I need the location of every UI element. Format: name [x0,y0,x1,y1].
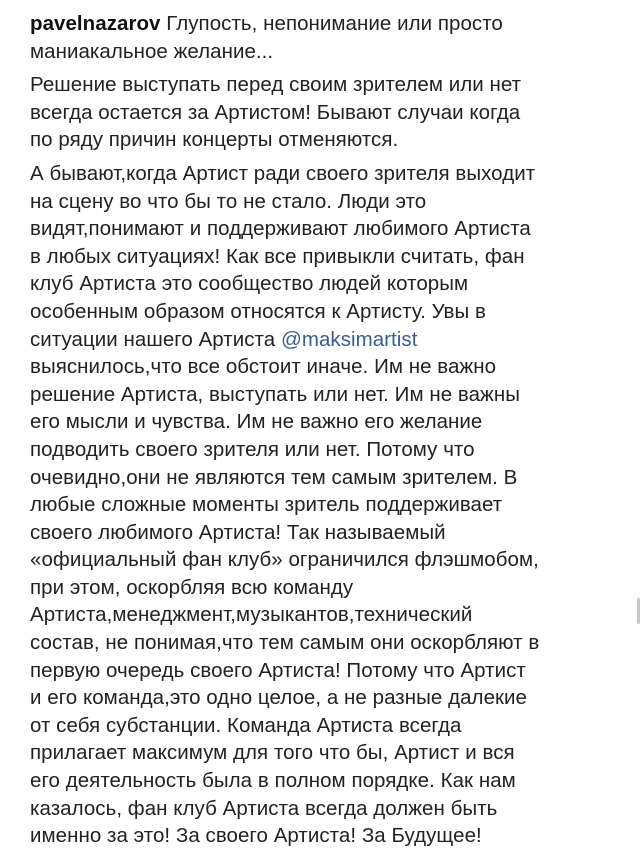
caption-paragraph-1 [30,10,630,65]
caption-line: всегда остается за Артистом! Бывают случаи когда [30,100,521,124]
caption-line: любые сложные моменты зритель поддерживает [30,493,503,517]
caption-line: Артиста,менеджмент,музыкантов,технический [30,603,473,627]
caption-line: казалось, фан клуб Артиста всегда должен быть [30,796,498,820]
caption-line: состав, не понимая,что тем самым они оскорбляют в [30,631,540,655]
caption-line: по ряду причин концерты отменяются. [30,128,399,152]
caption-line: решение Артиста, выступать или нет. Им не важны [30,382,520,406]
caption-line: очевидно,они не являются тем самым зрителем. В [30,465,518,489]
caption-line: маниакальное желание... [30,39,274,63]
caption-line: при этом, оскорбляя всю команду [30,575,354,599]
caption-line: своего любимого Артиста! Так называемый [30,520,446,544]
caption-line: клуб Артиста это сообщество людей которым [30,272,469,296]
caption-text: Глупость, непонимание или просто [160,12,503,35]
mention-link[interactable]: @maksimartist [280,327,418,351]
caption-text: ситуации нашего Артиста [30,327,281,351]
caption-line: его мысли и чувства. Им не важно его желание [30,410,483,434]
caption-paragraph-3 [30,160,630,850]
caption-line: выяснилось,что все обстоит иначе. Им не важно [30,355,497,379]
caption-paragraph-2 [30,71,630,154]
caption-line [30,10,630,38]
caption-line: «официальный фан клуб» ограничился флэшмобом, [30,548,539,572]
caption-line: прилагает максимум для того что бы, Артист и вся [30,741,515,765]
caption-line: А бывают,когда Артист ради своего зрителя выходит [30,161,536,185]
caption-line: первую очередь своего Артиста! Потому что Артист [30,658,526,682]
caption-line: видят,понимают и поддерживают любимого Артиста [30,217,531,241]
username-link[interactable]: pavelnazarov [30,12,161,35]
caption-line: его деятельность была в полном порядке. Как нам [30,769,516,793]
caption-line: в любых ситуациях! Как все привыкли считать, фан [30,244,525,268]
caption-line: именно за это! За своего Артиста! За Будущее! [30,824,482,848]
caption-line: особенным образом относятся к Артисту. Увы в [30,299,486,323]
post-caption [30,10,630,856]
caption-line: Решение выступать перед своим зрителем или нет [30,73,522,97]
caption-line: на сцену во что бы то не стало. Люди это [30,189,427,213]
caption-line: от себя субстанции. Команда Артиста всегда [30,713,462,737]
caption-line: подводить своего зрителя или нет. Потому что [30,437,475,461]
caption-line [30,326,630,354]
caption-line: и его команда,это одно целое, а не разные далекие [30,686,527,710]
